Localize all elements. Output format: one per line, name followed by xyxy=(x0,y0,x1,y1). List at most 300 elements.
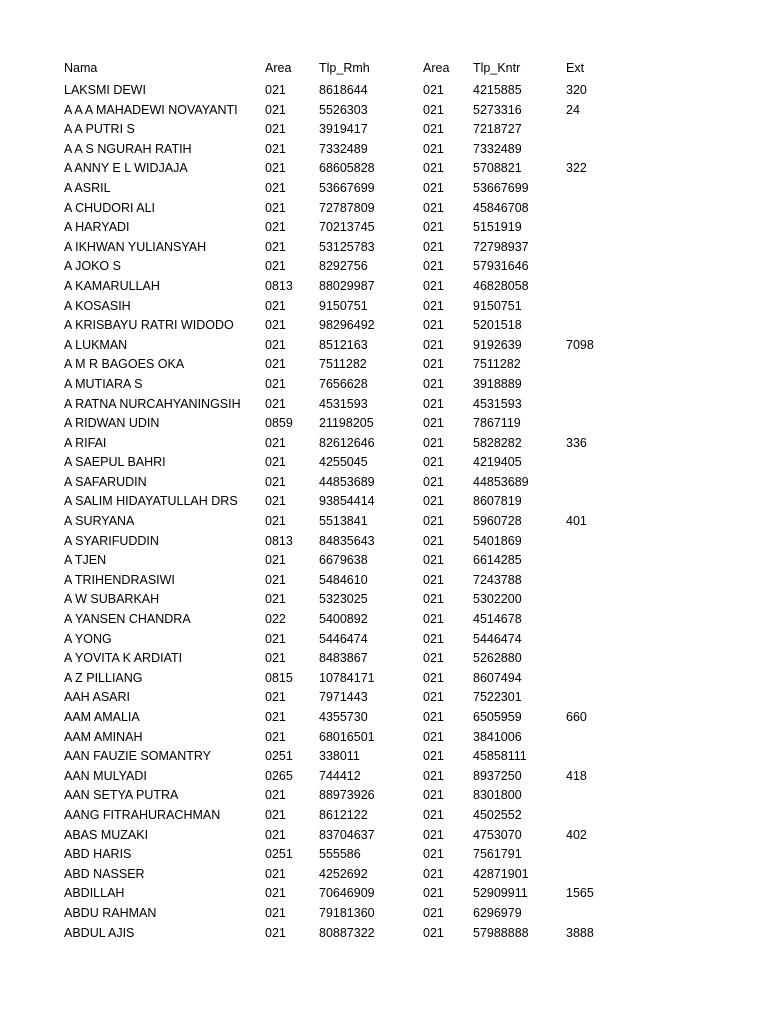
cell-tlp-rmh: 9150751 xyxy=(319,299,368,313)
table-header-row xyxy=(64,62,626,84)
cell-tlp-rmh: 4531593 xyxy=(319,397,368,410)
cell-tlp-kntr: 8937250 xyxy=(473,769,522,783)
cell-nama: A SAEPUL BAHRI xyxy=(64,456,166,469)
cell-area-kantor: 021 xyxy=(423,534,444,548)
table-row xyxy=(64,319,626,339)
cell-ext xyxy=(566,143,626,163)
table-row xyxy=(64,809,626,829)
cell-area-kantor: 021 xyxy=(423,221,444,234)
cell-area-kantor: 021 xyxy=(423,495,444,508)
cell-area-rumah: 021 xyxy=(265,691,286,704)
cell-ext xyxy=(566,300,626,320)
cell-tlp-kntr: 4215885 xyxy=(473,84,522,97)
cell-tlp-rmh: 83704637 xyxy=(319,828,375,842)
table-row xyxy=(64,593,626,613)
cell-nama: A YONG xyxy=(64,632,112,646)
cell-area-kantor: 021 xyxy=(423,377,444,391)
cell-area-kantor: 021 xyxy=(423,417,444,430)
cell-tlp-kntr: 5262880 xyxy=(473,652,522,665)
cell-area-rumah: 021 xyxy=(265,906,286,920)
cell-tlp-rmh: 744412 xyxy=(319,769,361,783)
table-row xyxy=(64,280,626,300)
column-header-area-rumah: Area xyxy=(265,62,292,75)
table-row xyxy=(64,691,626,711)
cell-area-rumah: 021 xyxy=(265,495,286,508)
cell-area-kantor: 021 xyxy=(423,613,444,626)
cell-area-kantor: 021 xyxy=(423,456,444,469)
table-row xyxy=(64,927,626,947)
cell-nama: A ANNY E L WIDJAJA xyxy=(64,162,188,175)
cell-tlp-kntr: 7243788 xyxy=(473,573,522,587)
cell-area-kantor: 021 xyxy=(423,319,444,332)
table-row xyxy=(64,339,626,359)
cell-tlp-kntr: 46828058 xyxy=(473,279,529,293)
cell-tlp-kntr: 4219405 xyxy=(473,456,522,469)
cell-tlp-kntr: 3841006 xyxy=(473,730,522,744)
cell-area-kantor: 021 xyxy=(423,593,444,606)
cell-area-kantor: 021 xyxy=(423,632,444,646)
cell-area-rumah: 021 xyxy=(265,652,286,665)
cell-area-rumah: 021 xyxy=(265,201,286,215)
cell-ext xyxy=(566,554,626,574)
cell-area-kantor: 021 xyxy=(423,240,444,254)
cell-tlp-rmh: 93854414 xyxy=(319,495,375,508)
cell-tlp-rmh: 88029987 xyxy=(319,279,375,293)
cell-area-kantor: 021 xyxy=(423,711,444,724)
cell-tlp-kntr: 9192639 xyxy=(473,338,522,352)
cell-area-kantor: 021 xyxy=(423,730,444,744)
cell-tlp-kntr: 45846708 xyxy=(473,201,529,215)
cell-tlp-kntr: 9150751 xyxy=(473,299,522,313)
cell-area-kantor: 021 xyxy=(423,926,444,940)
cell-ext xyxy=(566,221,626,241)
cell-area-rumah: 0251 xyxy=(265,848,293,861)
cell-nama: ABD NASSER xyxy=(64,867,145,881)
cell-tlp-kntr: 5708821 xyxy=(473,162,522,175)
cell-area-rumah: 021 xyxy=(265,319,286,332)
cell-area-rumah: 021 xyxy=(265,299,286,313)
column-header-nama: Nama xyxy=(64,62,98,75)
cell-nama: ABDU RAHMAN xyxy=(64,906,157,920)
cell-tlp-rmh: 5526303 xyxy=(319,103,368,117)
table-row xyxy=(64,221,626,241)
cell-area-kantor: 021 xyxy=(423,436,444,450)
cell-tlp-rmh: 6679638 xyxy=(319,554,368,567)
cell-nama: A SURYANA xyxy=(64,515,135,528)
cell-tlp-rmh: 5513841 xyxy=(319,515,368,528)
cell-tlp-kntr: 7511282 xyxy=(473,358,521,371)
cell-ext xyxy=(566,907,626,927)
table-row xyxy=(64,887,626,907)
cell-area-rumah: 0815 xyxy=(265,671,293,685)
table-row xyxy=(64,574,626,594)
cell-tlp-rmh: 70213745 xyxy=(319,221,375,234)
cell-area-kantor: 021 xyxy=(423,123,444,136)
cell-area-kantor: 021 xyxy=(423,808,444,822)
cell-ext: 24 xyxy=(566,103,580,117)
cell-area-rumah: 021 xyxy=(265,84,286,97)
cell-nama: A SAFARUDIN xyxy=(64,475,147,489)
cell-tlp-kntr: 5151919 xyxy=(473,221,522,234)
cell-ext xyxy=(566,633,626,653)
table-row xyxy=(64,711,626,731)
cell-nama: A LUKMAN xyxy=(64,338,128,352)
cell-area-rumah: 021 xyxy=(265,338,286,352)
cell-ext xyxy=(566,202,626,222)
cell-tlp-kntr: 6505959 xyxy=(473,711,522,724)
cell-tlp-kntr: 7332489 xyxy=(473,142,522,156)
table-row xyxy=(64,162,626,182)
cell-nama: A CHUDORI ALI xyxy=(64,201,155,215)
table-row xyxy=(64,84,626,104)
cell-tlp-rmh: 5446474 xyxy=(319,632,368,646)
cell-tlp-rmh: 5400892 xyxy=(319,613,368,626)
cell-tlp-rmh: 555586 xyxy=(319,848,361,861)
cell-tlp-kntr: 5446474 xyxy=(473,632,522,646)
cell-nama: A HARYADI xyxy=(64,221,130,234)
cell-area-kantor: 021 xyxy=(423,338,444,352)
table-row xyxy=(64,123,626,143)
cell-ext: 401 xyxy=(566,515,587,528)
cell-nama: A SALIM HIDAYATULLAH DRS xyxy=(64,495,238,508)
table-body xyxy=(64,84,626,946)
cell-tlp-kntr: 6296979 xyxy=(473,906,522,920)
cell-ext xyxy=(566,182,626,202)
cell-area-rumah: 021 xyxy=(265,828,286,842)
cell-area-kantor: 021 xyxy=(423,162,444,175)
cell-tlp-rmh: 88973926 xyxy=(319,789,375,802)
cell-nama: ABAS MUZAKI xyxy=(64,828,149,842)
cell-area-rumah: 022 xyxy=(265,613,286,626)
cell-ext xyxy=(566,731,626,751)
table-row xyxy=(64,476,626,496)
column-header-ext: Ext xyxy=(566,62,585,75)
cell-nama: A ASRIL xyxy=(64,181,111,195)
cell-nama: A KAMARULLAH xyxy=(64,279,160,293)
cell-area-rumah: 021 xyxy=(265,887,286,900)
cell-ext xyxy=(566,456,626,476)
table-row xyxy=(64,202,626,222)
cell-tlp-kntr: 7218727 xyxy=(473,123,522,136)
table-row xyxy=(64,104,626,124)
cell-area-kantor: 021 xyxy=(423,691,444,704)
table-row xyxy=(64,417,626,437)
cell-area-rumah: 021 xyxy=(265,142,286,156)
table-row xyxy=(64,613,626,633)
cell-tlp-kntr: 52909911 xyxy=(473,887,528,900)
cell-tlp-kntr: 4753070 xyxy=(473,828,522,842)
table-row xyxy=(64,731,626,751)
cell-nama: A KRISBAYU RATRI WIDODO xyxy=(64,319,234,332)
cell-area-kantor: 021 xyxy=(423,475,444,489)
cell-tlp-rmh: 338011 xyxy=(319,750,360,763)
cell-area-kantor: 021 xyxy=(423,103,444,117)
cell-area-rumah: 021 xyxy=(265,730,286,744)
cell-tlp-rmh: 82612646 xyxy=(319,436,375,450)
cell-area-kantor: 021 xyxy=(423,84,444,97)
cell-area-kantor: 021 xyxy=(423,181,444,195)
cell-tlp-kntr: 8607494 xyxy=(473,671,522,685)
cell-nama: A YOVITA K ARDIATI xyxy=(64,652,183,665)
cell-tlp-kntr: 53667699 xyxy=(473,181,529,195)
table-row xyxy=(64,398,626,418)
cell-ext xyxy=(566,260,626,280)
cell-ext xyxy=(566,613,626,633)
cell-area-rumah: 0859 xyxy=(265,417,293,430)
cell-area-rumah: 0251 xyxy=(265,750,293,763)
cell-area-kantor: 021 xyxy=(423,279,444,293)
cell-area-kantor: 021 xyxy=(423,769,444,783)
cell-area-kantor: 021 xyxy=(423,142,444,156)
cell-tlp-kntr: 7522301 xyxy=(473,691,522,704)
cell-tlp-rmh: 53125783 xyxy=(319,240,375,254)
cell-area-rumah: 021 xyxy=(265,515,286,528)
cell-tlp-rmh: 7332489 xyxy=(319,142,368,156)
cell-nama: A SYARIFUDDIN xyxy=(64,534,159,548)
cell-nama: ABDUL AJIS xyxy=(64,926,135,940)
cell-area-rumah: 021 xyxy=(265,789,286,802)
cell-nama: A W SUBARKAH xyxy=(64,593,160,606)
cell-tlp-rmh: 7656628 xyxy=(319,377,368,391)
table-row xyxy=(64,300,626,320)
cell-area-kantor: 021 xyxy=(423,671,444,685)
cell-area-kantor: 021 xyxy=(423,652,444,665)
cell-ext: 418 xyxy=(566,769,587,783)
cell-area-rumah: 021 xyxy=(265,475,286,489)
cell-area-rumah: 0813 xyxy=(265,534,293,548)
cell-ext xyxy=(566,398,626,418)
cell-nama: A JOKO S xyxy=(64,260,121,273)
cell-area-kantor: 021 xyxy=(423,750,444,763)
cell-area-rumah: 021 xyxy=(265,181,286,195)
cell-ext: 660 xyxy=(566,711,587,724)
cell-tlp-kntr: 7561791 xyxy=(473,848,522,861)
table-row xyxy=(64,358,626,378)
cell-tlp-rmh: 10784171 xyxy=(319,671,375,685)
cell-tlp-kntr: 72798937 xyxy=(473,240,529,254)
cell-tlp-rmh: 8483867 xyxy=(319,652,368,665)
cell-area-kantor: 021 xyxy=(423,515,444,528)
cell-nama: A IKHWAN YULIANSYAH xyxy=(64,240,207,254)
cell-tlp-kntr: 42871901 xyxy=(473,867,529,881)
cell-tlp-rmh: 68016501 xyxy=(319,730,375,744)
cell-tlp-rmh: 5323025 xyxy=(319,593,368,606)
cell-tlp-kntr: 5401869 xyxy=(473,534,522,548)
cell-tlp-rmh: 21198205 xyxy=(319,417,374,430)
cell-nama: A KOSASIH xyxy=(64,299,131,313)
cell-ext xyxy=(566,652,626,672)
table-row xyxy=(64,437,626,457)
cell-tlp-rmh: 68605828 xyxy=(319,162,375,175)
cell-nama: LAKSMI DEWI xyxy=(64,84,146,97)
cell-area-kantor: 021 xyxy=(423,397,444,410)
cell-area-kantor: 021 xyxy=(423,358,444,371)
cell-ext xyxy=(566,691,626,711)
table-row xyxy=(64,750,626,770)
cell-ext: 7098 xyxy=(566,338,594,352)
table-row xyxy=(64,868,626,888)
cell-nama: A A PUTRI S xyxy=(64,123,135,136)
cell-nama: A RATNA NURCAHYANINGSIH xyxy=(64,397,241,410)
table-row xyxy=(64,260,626,280)
cell-area-rumah: 021 xyxy=(265,554,286,567)
cell-area-kantor: 021 xyxy=(423,260,444,273)
cell-tlp-rmh: 53667699 xyxy=(319,181,375,195)
cell-area-rumah: 021 xyxy=(265,926,286,940)
cell-area-kantor: 021 xyxy=(423,299,444,313)
table-row xyxy=(64,633,626,653)
cell-nama: A M R BAGOES OKA xyxy=(64,358,185,371)
cell-nama: AAH ASARI xyxy=(64,691,130,704)
cell-ext: 3888 xyxy=(566,926,594,940)
cell-tlp-rmh: 8512163 xyxy=(319,338,368,352)
cell-tlp-kntr: 57988888 xyxy=(473,926,529,940)
cell-area-rumah: 021 xyxy=(265,397,286,410)
cell-ext xyxy=(566,789,626,809)
cell-tlp-kntr: 6614285 xyxy=(473,554,522,567)
cell-ext xyxy=(566,241,626,261)
cell-tlp-rmh: 4255045 xyxy=(319,456,368,469)
cell-tlp-kntr: 5828282 xyxy=(473,436,522,450)
cell-ext xyxy=(566,378,626,398)
cell-area-rumah: 0813 xyxy=(265,279,293,293)
cell-area-rumah: 021 xyxy=(265,221,286,234)
table-row xyxy=(64,789,626,809)
cell-tlp-rmh: 72787809 xyxy=(319,201,375,215)
cell-tlp-rmh: 80887322 xyxy=(319,926,375,940)
table-row xyxy=(64,143,626,163)
cell-area-rumah: 021 xyxy=(265,632,286,646)
cell-area-rumah: 0265 xyxy=(265,769,293,783)
cell-tlp-kntr: 7867119 xyxy=(473,417,521,430)
cell-tlp-rmh: 7971443 xyxy=(319,691,368,704)
cell-area-rumah: 021 xyxy=(265,123,286,136)
cell-tlp-kntr: 57931646 xyxy=(473,260,529,273)
column-header-area-kantor: Area xyxy=(423,62,450,75)
cell-tlp-kntr: 4502552 xyxy=(473,808,522,822)
cell-ext xyxy=(566,809,626,829)
cell-tlp-rmh: 44853689 xyxy=(319,475,375,489)
cell-area-rumah: 021 xyxy=(265,103,286,117)
cell-area-rumah: 021 xyxy=(265,593,286,606)
table-row xyxy=(64,907,626,927)
cell-nama: AAN MULYADI xyxy=(64,769,147,783)
directory-table xyxy=(64,62,626,946)
cell-ext: 322 xyxy=(566,162,587,175)
cell-ext xyxy=(566,593,626,613)
column-header-tlp-rmh: Tlp_Rmh xyxy=(319,62,370,75)
table-header xyxy=(64,62,626,84)
table-row xyxy=(64,378,626,398)
cell-area-kantor: 021 xyxy=(423,848,444,861)
cell-nama: A A S NGURAH RATIH xyxy=(64,142,192,156)
table-row xyxy=(64,182,626,202)
cell-tlp-kntr: 4514678 xyxy=(473,613,522,626)
cell-area-rumah: 021 xyxy=(265,867,286,881)
cell-tlp-kntr: 5960728 xyxy=(473,515,522,528)
cell-area-rumah: 021 xyxy=(265,358,286,371)
cell-tlp-rmh: 8292756 xyxy=(319,260,368,273)
cell-tlp-rmh: 70646909 xyxy=(319,887,375,900)
cell-nama: A A A MAHADEWI NOVAYANTI xyxy=(64,103,238,117)
cell-ext: 1565 xyxy=(566,887,594,900)
cell-tlp-rmh: 7511282 xyxy=(319,358,367,371)
table-row xyxy=(64,535,626,555)
cell-tlp-rmh: 84835643 xyxy=(319,534,375,548)
cell-area-rumah: 021 xyxy=(265,573,286,587)
cell-ext xyxy=(566,123,626,143)
cell-area-rumah: 021 xyxy=(265,240,286,254)
cell-ext xyxy=(566,574,626,594)
cell-area-kantor: 021 xyxy=(423,573,444,587)
cell-tlp-kntr: 5201518 xyxy=(473,319,522,332)
cell-nama: AAN SETYA PUTRA xyxy=(64,789,179,802)
cell-ext xyxy=(566,319,626,339)
cell-area-kantor: 021 xyxy=(423,906,444,920)
cell-nama: AAN FAUZIE SOMANTRY xyxy=(64,750,212,763)
table-row xyxy=(64,672,626,692)
cell-area-kantor: 021 xyxy=(423,828,444,842)
table-row xyxy=(64,848,626,868)
cell-nama: A TRIHENDRASIWI xyxy=(64,573,175,587)
cell-nama: A TJEN xyxy=(64,554,107,567)
table-row xyxy=(64,770,626,790)
cell-tlp-kntr: 3918889 xyxy=(473,377,522,391)
cell-area-rumah: 021 xyxy=(265,711,286,724)
cell-nama: AANG FITRAHURACHMAN xyxy=(64,808,221,822)
table-row xyxy=(64,456,626,476)
cell-area-rumah: 021 xyxy=(265,436,286,450)
cell-ext xyxy=(566,476,626,496)
cell-ext xyxy=(566,358,626,378)
cell-tlp-rmh: 8612122 xyxy=(319,808,368,822)
cell-ext xyxy=(566,848,626,868)
cell-area-rumah: 021 xyxy=(265,377,286,391)
cell-ext xyxy=(566,750,626,770)
cell-tlp-kntr: 8607819 xyxy=(473,495,522,508)
cell-nama: AAM AMALIA xyxy=(64,711,140,724)
cell-tlp-kntr: 5302200 xyxy=(473,593,522,606)
cell-ext xyxy=(566,672,626,692)
cell-tlp-rmh: 4355730 xyxy=(319,711,368,724)
cell-tlp-kntr: 4531593 xyxy=(473,397,522,410)
cell-tlp-rmh: 3919417 xyxy=(319,123,368,136)
cell-area-kantor: 021 xyxy=(423,554,444,567)
cell-area-kantor: 021 xyxy=(423,887,444,900)
table-row xyxy=(64,495,626,515)
cell-tlp-kntr: 5273316 xyxy=(473,103,522,117)
cell-ext xyxy=(566,417,626,437)
cell-nama: ABD HARIS xyxy=(64,848,132,861)
cell-area-rumah: 021 xyxy=(265,456,286,469)
cell-area-rumah: 021 xyxy=(265,162,286,175)
cell-ext: 320 xyxy=(566,84,587,97)
cell-area-rumah: 021 xyxy=(265,260,286,273)
cell-area-kantor: 021 xyxy=(423,867,444,881)
table-row xyxy=(64,829,626,849)
cell-nama: A MUTIARA S xyxy=(64,377,143,391)
cell-nama: AAM AMINAH xyxy=(64,730,143,744)
cell-nama: A Z PILLIANG xyxy=(64,671,143,685)
table-row xyxy=(64,515,626,535)
cell-nama: A RIFAI xyxy=(64,436,107,450)
cell-tlp-rmh: 98296492 xyxy=(319,319,375,332)
cell-ext xyxy=(566,535,626,555)
cell-nama: A YANSEN CHANDRA xyxy=(64,613,191,626)
table-row xyxy=(64,652,626,672)
cell-area-rumah: 021 xyxy=(265,808,286,822)
cell-nama: A RIDWAN UDIN xyxy=(64,417,160,430)
